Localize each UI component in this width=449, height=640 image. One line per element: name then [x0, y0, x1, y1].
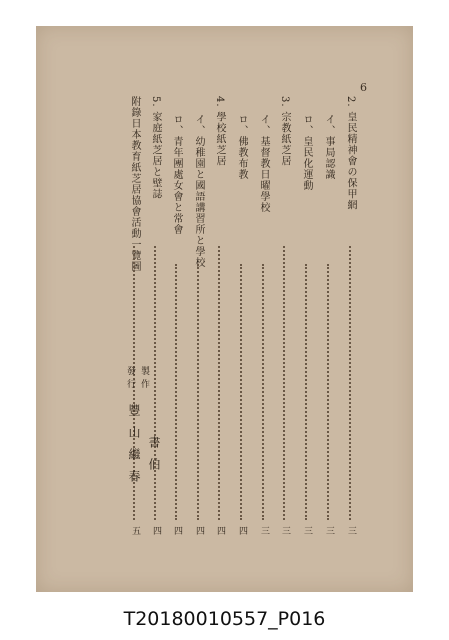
toc-entry: 附錄日本教育紙芝居協會活動一覽圖: [129, 96, 140, 272]
dot-leader: [283, 246, 285, 520]
dot-leader: [305, 264, 307, 520]
author-label: 製作: [139, 366, 149, 392]
toc-page-ref: 三: [280, 526, 290, 535]
toc-page-ref: 三: [259, 526, 269, 535]
toc-entry: 3. 宗教紙芝居: [279, 96, 290, 167]
image-caption: T20180010557_P016: [123, 608, 326, 630]
dot-leader: [175, 264, 177, 520]
author-name: 書伯: [147, 436, 161, 480]
dot-leader: [218, 246, 220, 520]
toc-entry: イ、基督教日曜學校: [258, 114, 269, 213]
toc-entry: ロ、青年團處女會と常會: [171, 114, 182, 235]
book-page: [36, 26, 413, 592]
dot-leader: [240, 264, 242, 520]
toc-entry: 2. 皇民精神會の保甲網: [345, 96, 356, 211]
toc-entry: ロ、皇民化運動: [301, 114, 312, 191]
toc-page-ref: 三: [346, 526, 356, 535]
page-number: 6: [360, 81, 367, 94]
toc-entry: イ、事局認識: [323, 114, 334, 180]
dot-leader: [262, 264, 264, 520]
toc-page-ref: 四: [215, 526, 225, 535]
dot-leader: [327, 264, 329, 520]
toc-entry: 5. 家庭紙芝居と壁誌: [150, 96, 161, 200]
toc-page-ref: 四: [151, 526, 161, 535]
toc-entry: 4. 學校紙芝居: [214, 96, 225, 167]
toc-page-ref: 三: [324, 526, 334, 535]
toc-page-ref: 四: [194, 526, 204, 535]
toc-page-ref: 五: [130, 526, 140, 535]
dot-leader: [197, 264, 199, 520]
toc-entry: ロ、佛教布教: [236, 114, 247, 180]
publisher-label: 發行: [125, 366, 135, 392]
toc-entry: イ、幼稚園と國語講習所と學校: [193, 114, 204, 268]
toc-page-ref: 三: [302, 526, 312, 535]
toc-page-ref: 四: [172, 526, 182, 535]
dot-leader: [349, 246, 351, 520]
toc-page-ref: 四: [237, 526, 247, 535]
publisher-name: 豐山繼春: [127, 404, 141, 492]
